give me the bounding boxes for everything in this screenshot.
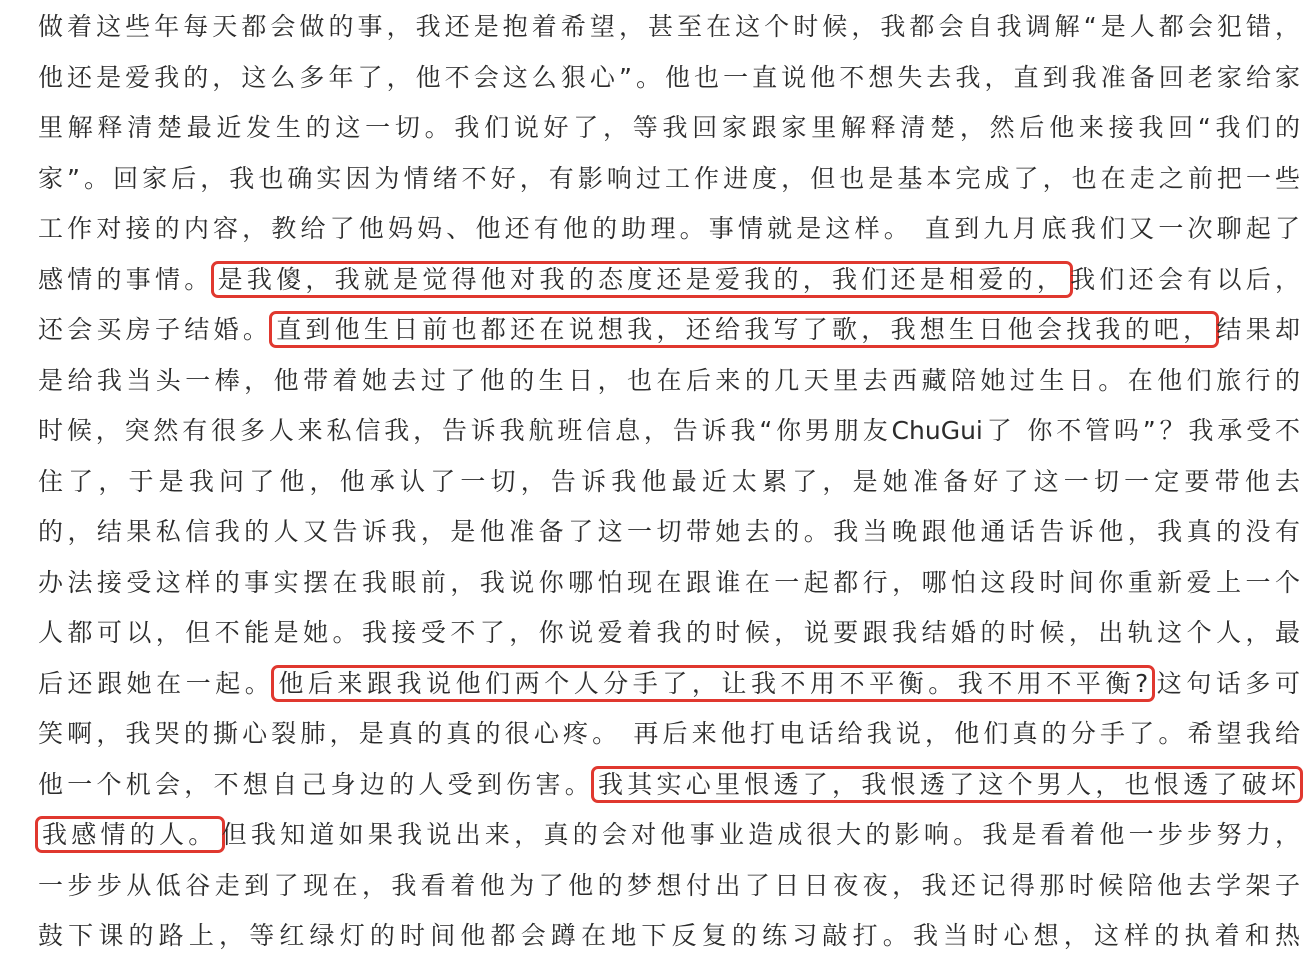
text-line [38, 709, 1300, 760]
text-segment: 里解释清楚最近发生的这一切。我们说好了，等我回家跟家里解释清楚，然后他来接我回“我们的 [38, 113, 1300, 142]
text-segment: 感情的事情。 [38, 264, 214, 294]
text-segment: 办法接受这样的事实摆在我眼前，我说你哪怕现在跟谁在一起都行，哪怕这段时间你重新爱上一个 [38, 567, 1300, 597]
text-segment: 工作对接的内容，教给了他妈妈、他还有他的助理。事情就是这样。 直到九月底我们又一次聊起了 [38, 214, 1300, 243]
text-line [38, 558, 1300, 609]
text-segment: 是给我当头一棒，他带着她去过了他的生日，也在后来的几天里去西藏陪她过生日。在他们旅行的 [38, 365, 1300, 395]
highlighted-passage: 他后来跟我说他们两个人分手了，让我不用不平衡。我不用不平衡? [271, 665, 1155, 702]
text-line [38, 861, 1300, 912]
text-line [38, 659, 1300, 710]
text-segment: 这句话多可 [1152, 668, 1300, 698]
article-text [38, 2, 1298, 962]
text-line [38, 608, 1300, 659]
text-segment: 但我知道如果我说出来，真的会对他事业造成很大的影响。我是看着他一步步努力， [221, 820, 1300, 849]
text-line [38, 457, 1300, 508]
text-line [38, 760, 1300, 811]
text-segment: 家”。回家后，我也确实因为情绪不好，有影响过工作进度，但也是基本完成了，也在走之前把一些 [38, 163, 1300, 193]
text-segment: 人都可以，但不能是她。我接受不了，你说爱着我的时候，说要跟我结婚的时候，出轨这个人，最 [38, 618, 1300, 647]
text-segment: 我们还会有以后， [1070, 264, 1300, 294]
highlighted-passage: 直到他生日前也都还在说想我，还给我写了歌，我想生日他会找我的吧， [269, 311, 1219, 348]
text-segment: 他还是爱我的，这么多年了，他不会这么狠心”。他也一直说他不想失去我，直到我准备回老家给家 [38, 62, 1300, 92]
text-line [38, 2, 1300, 53]
text-line [38, 810, 1300, 861]
text-segment: 的，结果私信我的人又告诉我，是他准备了这一切带她去的。我当晚跟他通话告诉他，我真的没有 [38, 517, 1300, 546]
text-segment: 时候，突然有很多人来私信我，告诉我航班信息，告诉我“你男朋友ChuGui了 你不管吗”？我承受不 [38, 416, 1300, 445]
text-segment: 他一个机会，不想自己身边的人受到伤害。 [38, 769, 594, 799]
text-segment: 结果却 [1216, 315, 1300, 344]
text-segment: 一步步从低谷走到了现在，我看着他为了他的梦想付出了日日夜夜，我还记得那时候陪他去学架子 [38, 870, 1300, 900]
highlighted-passage: 是我傻，我就是觉得他对我的态度还是爱我的，我们还是相爱的， [211, 261, 1074, 298]
text-line [38, 406, 1300, 457]
text-line [38, 305, 1300, 356]
text-segment: 住了，于是我问了他，他承认了一切，告诉我他最近太累了，是她准备好了这一切一定要带他去 [38, 466, 1300, 496]
text-line [38, 356, 1300, 407]
text-line [38, 103, 1300, 154]
text-line [38, 507, 1300, 558]
text-line [38, 204, 1300, 255]
text-segment: 做着这些年每天都会做的事，我还是抱着希望，甚至在这个时候，我都会自我调解“是人都会犯错， [38, 12, 1300, 41]
text-segment: 还会买房子结婚。 [38, 315, 273, 344]
text-line [38, 911, 1300, 962]
highlighted-passage: 我感情的人。 [35, 816, 225, 853]
text-line [38, 154, 1300, 205]
text-line [38, 53, 1300, 104]
text-segment: 笑啊，我哭的撕心裂肺，是真的真的很心疼。 再后来他打电话给我说，他们真的分手了。希望我给 [38, 719, 1300, 748]
text-segment: 后还跟她在一起。 [38, 668, 275, 698]
text-line [38, 255, 1300, 306]
text-segment: 鼓下课的路上，等红绿灯的时间他都会蹲在地下反复的练习敲打。我当时心想，这样的执着和热 [38, 921, 1300, 950]
highlighted-passage: 我其实心里恨透了，我恨透了这个男人，也恨透了破坏 [591, 766, 1303, 803]
